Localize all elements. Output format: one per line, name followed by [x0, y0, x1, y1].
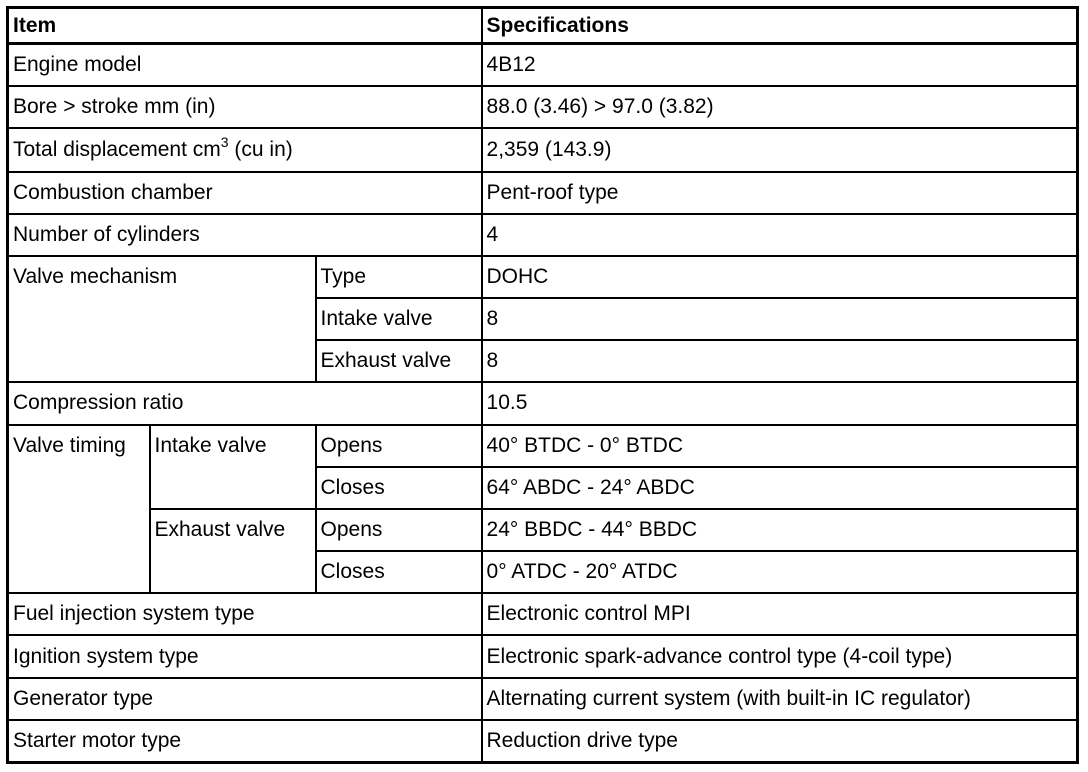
table-row — [8, 44, 1078, 86]
row-label: Generator type — [8, 678, 482, 720]
table-row — [8, 425, 1078, 467]
table-row — [8, 128, 1078, 172]
header-specifications: Specifications — [482, 8, 1078, 44]
row-label: Compression ratio — [8, 382, 482, 425]
row-label: Valve timing — [8, 425, 150, 593]
sub-label: Exhaust valve — [150, 509, 316, 593]
row-value: 4B12 — [482, 44, 1078, 86]
table-row — [8, 382, 1078, 425]
row-label: Valve mechanism — [8, 256, 316, 382]
row-label: Ignition system type — [8, 635, 482, 678]
row-value: 88.0 (3.46) > 97.0 (3.82) — [482, 86, 1078, 128]
table-row — [8, 214, 1078, 256]
row-label: Fuel injection system type — [8, 593, 482, 635]
table-row — [8, 678, 1078, 720]
engine-spec-table — [6, 6, 1079, 764]
sub-label: Opens — [316, 509, 482, 551]
sub-label: Intake valve — [150, 425, 316, 509]
row-value: 2,359 (143.9) — [482, 128, 1078, 172]
row-value: 0° ATDC - 20° ATDC — [482, 551, 1078, 593]
row-value: 4 — [482, 214, 1078, 256]
table-row — [8, 509, 1078, 551]
row-value: DOHC — [482, 256, 1078, 298]
row-label — [8, 128, 482, 172]
row-value: Pent-roof type — [482, 172, 1078, 214]
table-row — [8, 86, 1078, 128]
row-value: 8 — [482, 340, 1078, 382]
row-label: Combustion chamber — [8, 172, 482, 214]
row-label: Starter motor type — [8, 720, 482, 762]
displacement-label-suffix: (cu in) — [228, 137, 293, 161]
row-value: Alternating current system (with built-in IC regulator) — [482, 678, 1078, 720]
table-row — [8, 256, 1078, 298]
sub-label: Closes — [316, 467, 482, 509]
row-value: Electronic control MPI — [482, 593, 1078, 635]
table-row — [8, 720, 1078, 762]
row-value: 10.5 — [482, 382, 1078, 425]
header-row — [8, 8, 1078, 44]
displacement-label-prefix: Total displacement cm — [13, 137, 221, 161]
row-value: 40° BTDC - 0° BTDC — [482, 425, 1078, 467]
row-value: Reduction drive type — [482, 720, 1078, 762]
row-value: Electronic spark-advance control type (4-coil type) — [482, 635, 1078, 678]
row-value: 24° BBDC - 44° BBDC — [482, 509, 1078, 551]
table-row — [8, 172, 1078, 214]
sub-label: Opens — [316, 425, 482, 467]
table-row — [8, 635, 1078, 678]
sub-label: Intake valve — [316, 298, 482, 340]
sub-label: Exhaust valve — [316, 340, 482, 382]
sub-label: Closes — [316, 551, 482, 593]
displacement-label-superscript: 3 — [220, 133, 229, 150]
row-label: Engine model — [8, 44, 482, 86]
row-value: 8 — [482, 298, 1078, 340]
row-label: Number of cylinders — [8, 214, 482, 256]
row-label: Bore > stroke mm (in) — [8, 86, 482, 128]
sub-label: Type — [316, 256, 482, 298]
table-row — [8, 593, 1078, 635]
header-item: Item — [8, 8, 482, 44]
row-value: 64° ABDC - 24° ABDC — [482, 467, 1078, 509]
